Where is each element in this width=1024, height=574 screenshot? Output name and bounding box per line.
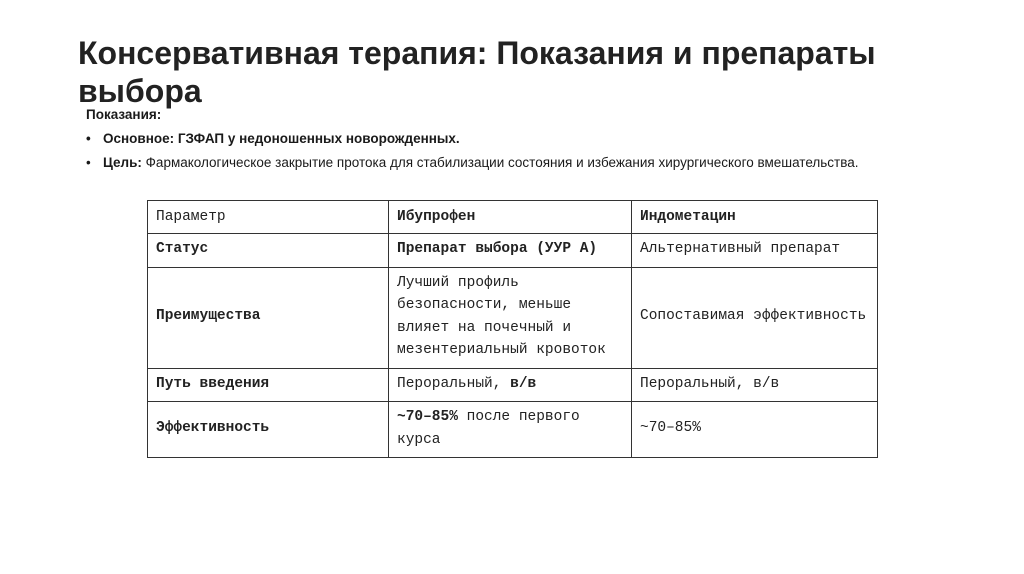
indication-main [86,130,906,147]
indications-heading: Показания: [86,107,162,122]
goal-label: Цель: [103,155,142,170]
efficacy-indomethacin: ~70–85% [632,402,878,458]
table-row-advantages [148,267,878,368]
route-ibuprofen-iv: в/в [510,375,537,392]
advantages-indomethacin: Сопоставимая эффективность [632,267,878,368]
therapy-comparison-table [147,200,878,458]
row-label-advantages: Преимущества [148,267,389,368]
status-ibuprofen: Препарат выбора (УУР А) [389,234,632,268]
advantages-ibuprofen: Лучший профиль безопасности, меньше влияет на почечный и мезентериальный кровоток [389,267,632,368]
header-indomethacin: Индометацин [632,201,878,234]
indications-block [86,106,906,178]
efficacy-ibuprofen-value: ~70–85% [397,409,458,425]
header-parameter: Параметр [148,201,389,234]
row-label-route: Путь введения [148,368,389,402]
slide-title: Консервативная терапия: Показания и препараты выбора [78,35,876,109]
efficacy-ibuprofen-note: после первого курса [397,409,580,448]
indication-main-text: Основное: ГЗФАП у недоношенных новорожденных. [103,131,460,146]
header-ibuprofen: Ибупрофен [389,201,632,234]
table-row-efficacy [148,402,878,458]
goal-text: Фармакологическое закрытие протока для стабилизации состояния и избежания хирургического вмешательства. [145,155,859,170]
bullet-icon: • [86,155,91,170]
route-ibuprofen-oral: Пероральный, [397,375,511,392]
table-row-route [148,368,878,402]
table-row-status [148,234,878,268]
route-ibuprofen [389,368,632,402]
row-label-status: Статус [148,234,389,268]
bullet-icon: • [86,131,91,146]
indications-list [86,130,906,171]
indication-goal [86,154,906,171]
route-indomethacin: Пероральный, в/в [632,368,878,402]
efficacy-ibuprofen [389,402,632,458]
status-indomethacin: Альтернативный препарат [632,234,878,268]
row-label-efficacy: Эффективность [148,402,389,458]
table-header-row [148,201,878,234]
